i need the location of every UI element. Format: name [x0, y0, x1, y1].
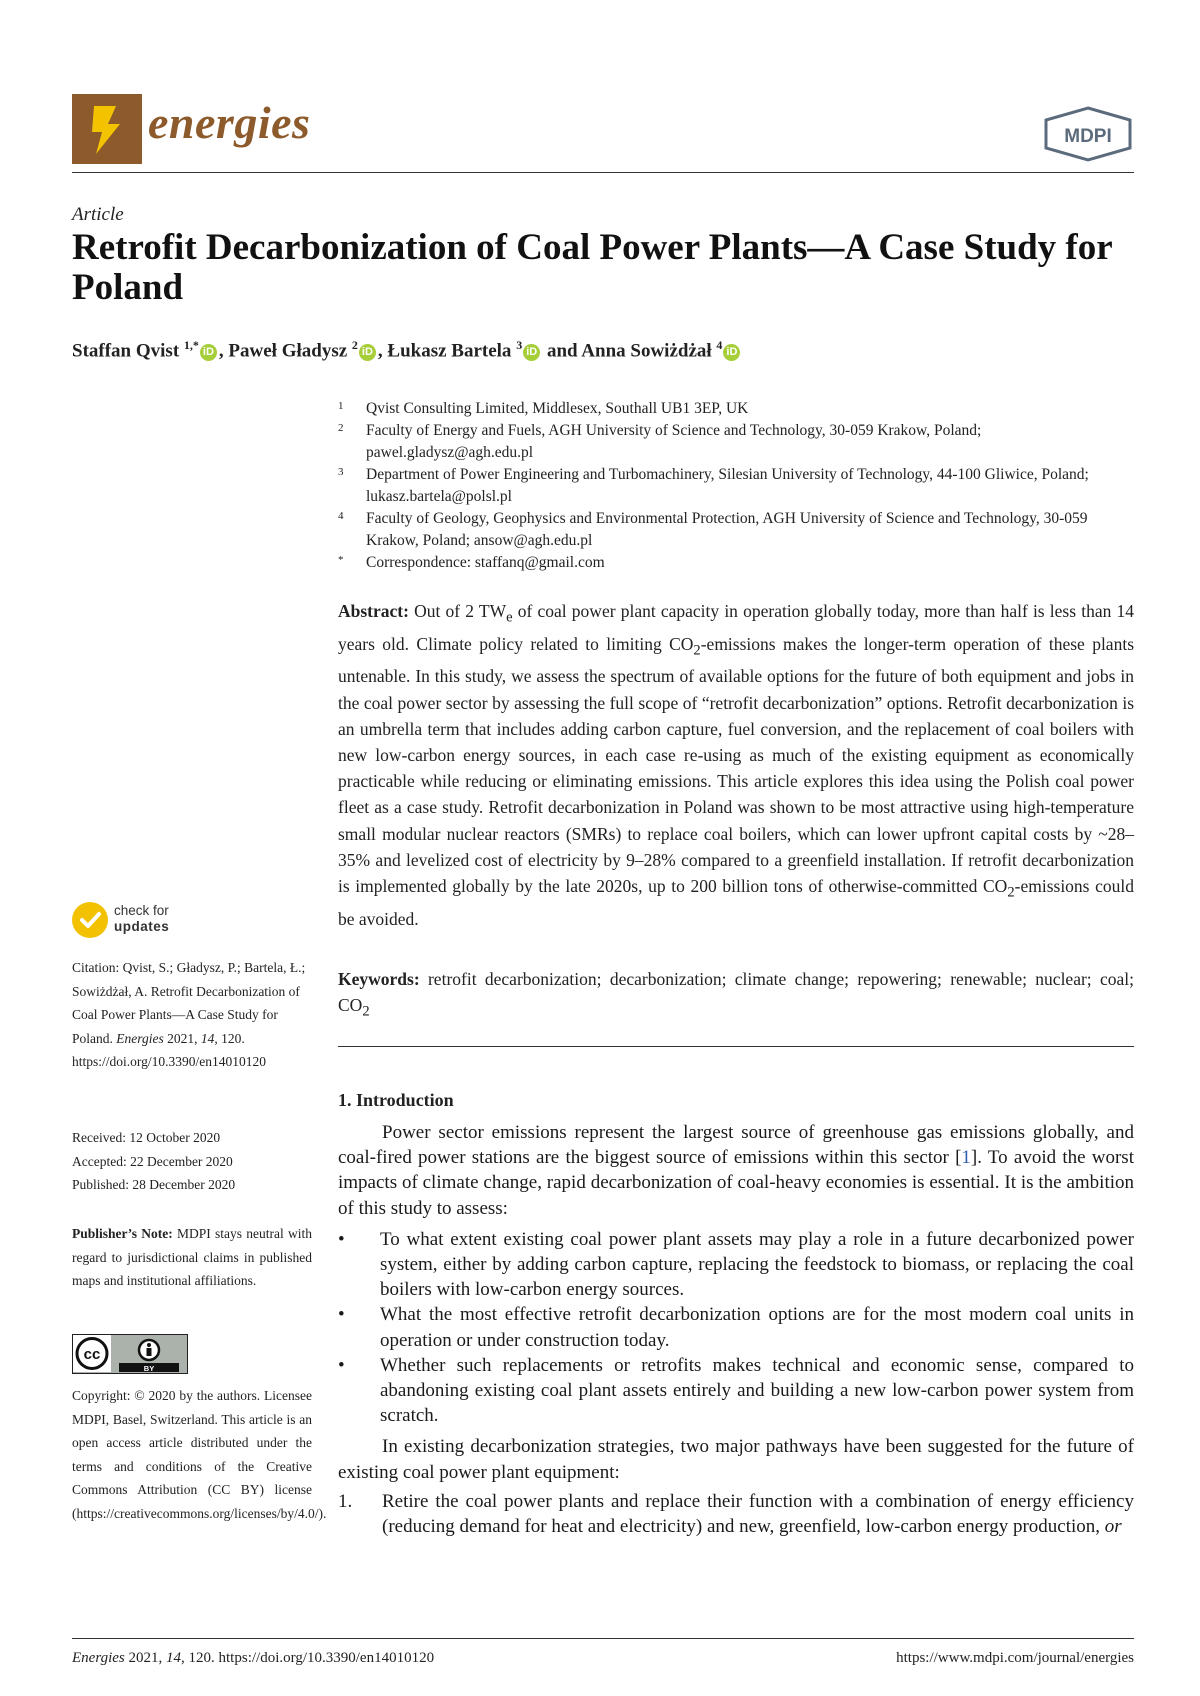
orcid-icon[interactable]: iD [723, 344, 740, 361]
orcid-icon[interactable]: iD [359, 344, 376, 361]
accepted-date: Accepted: 22 December 2020 [72, 1153, 233, 1169]
footer-journal-link[interactable]: https://www.mdpi.com/journal/energies [896, 1650, 1134, 1666]
abstract-label: Abstract: [338, 601, 409, 621]
abstract-divider [338, 1046, 1134, 1047]
checkmark-icon [72, 902, 108, 938]
list-item: • To what extent existing coal power plant assets may play a role in a future decarbonized power system, either by adding carbon capture, replacing the feedstock to biomass, or replacing the coal boilers with low-carbon energy sources. [338, 1228, 1134, 1301]
author-affiliation-sup: 2 [351, 338, 358, 352]
correspondence-item: * Correspondence: staffanq@gmail.com [338, 554, 605, 571]
author-affiliation-sup: 4 [716, 338, 723, 352]
corresponding-mark: * [192, 338, 199, 352]
journal-name: energies [148, 97, 311, 148]
introduction-body [338, 1120, 1134, 1539]
author-name[interactable]: Anna Sowiżdżał [581, 340, 712, 362]
keywords-label: Keywords: [338, 969, 420, 989]
author-name[interactable]: Paweł Gładysz [228, 340, 348, 362]
section-heading: 1. Introduction [338, 1090, 454, 1110]
author-affiliation-sup: 1,* [183, 338, 199, 352]
mdpi-logo [1042, 106, 1134, 162]
check-for-updates-button[interactable] [72, 902, 232, 942]
list-item: • What the most effective retrofit decarbonization options are for the most modern coal units in operation or under construction today. [338, 1304, 1134, 1351]
author-name[interactable]: Łukasz Bartela [387, 340, 512, 362]
mdpi-logo-text: MDPI [1064, 126, 1112, 147]
orcid-icon[interactable]: iD [523, 344, 540, 361]
footer-divider [72, 1638, 1134, 1639]
authors-line: Staffan Qvist $^{1,*}$iD , Paweł Gładysz $^2$iD , Łukasz Bartela $^3$iD and Anna Sowiżdżał $^4$iD [72, 338, 742, 362]
list-item: • Whether such replacements or retrofits makes technical and economic sense, compared to abandoning existing coal plant assets entirely and building a new low-carbon power system from scratch. [338, 1354, 1134, 1427]
publisher-note: Publisher’s Note: MDPI stays neutral with regard to jurisdictional claims in published maps and institutional affiliations. [72, 1226, 313, 1288]
intro-paragraph: Power sector emissions represent the largest source of greenhouse gas emissions globally, and coal-fired power stations are the biggest source of emissions within this sector [1]. To avoid the worst impacts of climate change, rapid decarbonization of coal-heavy economies is essential. It is the ambition of this study to assess: [338, 1122, 1134, 1219]
affiliation-item: 3 Department of Power Engineering and Turbomachinery, Silesian University of Technology, 44-100 Gliwice, Poland; lukasz.bartela@polsl.pl [338, 466, 1089, 505]
publication-dates [72, 1126, 312, 1197]
intro-paragraph: In existing decarbonization strategies, two major pathways have been suggested for the future of existing coal power plant equipment: [338, 1436, 1134, 1483]
author-name[interactable]: Staffan Qvist [72, 340, 180, 362]
orcid-icon[interactable]: iD [200, 344, 217, 361]
footer-citation: Energies 2021, 14, 120. https://doi.org/10.3390/en14010120 [72, 1650, 435, 1666]
cc-by-label: BY [143, 1364, 155, 1372]
list-item: 1. Retire the coal power plants and replace their function with a combination of energy efficiency (reducing demand for heat and electricity) and new, greenfield, low-carbon energy production, or [338, 1490, 1134, 1538]
received-date: Received: 12 October 2020 [72, 1130, 221, 1145]
header-divider [72, 172, 1134, 173]
lightning-bolt-icon [72, 94, 142, 164]
paper-title: Retrofit Decarbonization of Coal Power Plants—A Case Study for Poland [72, 227, 1113, 308]
article-type: Article [72, 204, 124, 225]
affiliation-item: 2 Faculty of Energy and Fuels, AGH University of Science and Technology, 30-059 Krakow, Poland; pawel.gladysz@agh.edu.pl [338, 422, 982, 461]
affiliations-list [338, 398, 1138, 574]
published-date: Published: 28 December 2020 [72, 1177, 236, 1192]
abstract: Abstract: Out of 2 $TW_e$ of coal power plant capacity in operation globally today, more than half is less than 14 years old. Climate policy related to limiting $CO_2$-emissions makes the longer-term operation of these plants untenable. In this study, we assess the spectrum of available options for the future of both equipment and jobs in the coal power sector by assessing the full scope of “retrofit decarbonization” options. Retrofit decarbonization is an umbrella term that includes adding carbon capture, fuel conversion, and the replacement of coal boilers with new low-carbon energy sources, in each case re-using as much of the existing equipment as economically practicable while reducing or eliminating emissions. This article explores this idea using the Polish coal power fleet as a case study. Retrofit decarbonization in Poland was shown to be most attractive using high-temperature small modular nuclear reactors (SMRs) to replace coal boilers, which can lower upfront capital costs by ~28–35% and levelized cost of electricity by 9–28% compared to a greenfield installation. If retrofit decarbonization is implemented globally by the late 2020s, up to 200 billion tons of otherwise-committed $CO_2$-emissions could be avoided. [338, 601, 1134, 929]
cc-by-license-badge[interactable] [72, 1334, 188, 1374]
citation: Citation: Qvist, S.; Gładysz, P.; Bartela, Ł.; Sowiżdżał, A. Retrofit Decarbonization of Coal Power Plants—A Case Study for Poland. Energies 2021, 14, 120. https://doi.org/10.3390/en14010120 [72, 960, 306, 1069]
numbered-list [338, 1489, 1134, 1539]
check-updates-label: updates [114, 919, 170, 934]
affiliation-item: 4 Faculty of Geology, Geophysics and Environmental Protection, AGH University of Science and Technology, 30-059 Krakow, Poland; ansow@agh.edu.pl [338, 510, 1088, 549]
affiliation-item: 1 Qvist Consulting Limited, Middlesex, Southall UB1 3EP, UK [338, 400, 749, 417]
copyright-notice: Copyright: © 2020 by the authors. Licensee MDPI, Basel, Switzerland. This article is an open access article distributed under the terms and conditions of the Creative Commons Attribution (CC BY) license (https://creativecommons.org/licenses/by/4.0/). [72, 1388, 327, 1521]
svg-text:cc: cc [83, 1346, 101, 1363]
journal-logo [72, 94, 142, 164]
bullet-list [338, 1227, 1134, 1429]
author-affiliation-sup: 3 [516, 338, 523, 352]
check-updates-label: check for [114, 903, 169, 918]
keywords: Keywords: retrofit decarbonization; decarbonization; climate change; repowering; renewable; nuclear; coal; $CO_2$ [338, 969, 1134, 1020]
reference-link[interactable]: 1 [961, 1147, 971, 1169]
